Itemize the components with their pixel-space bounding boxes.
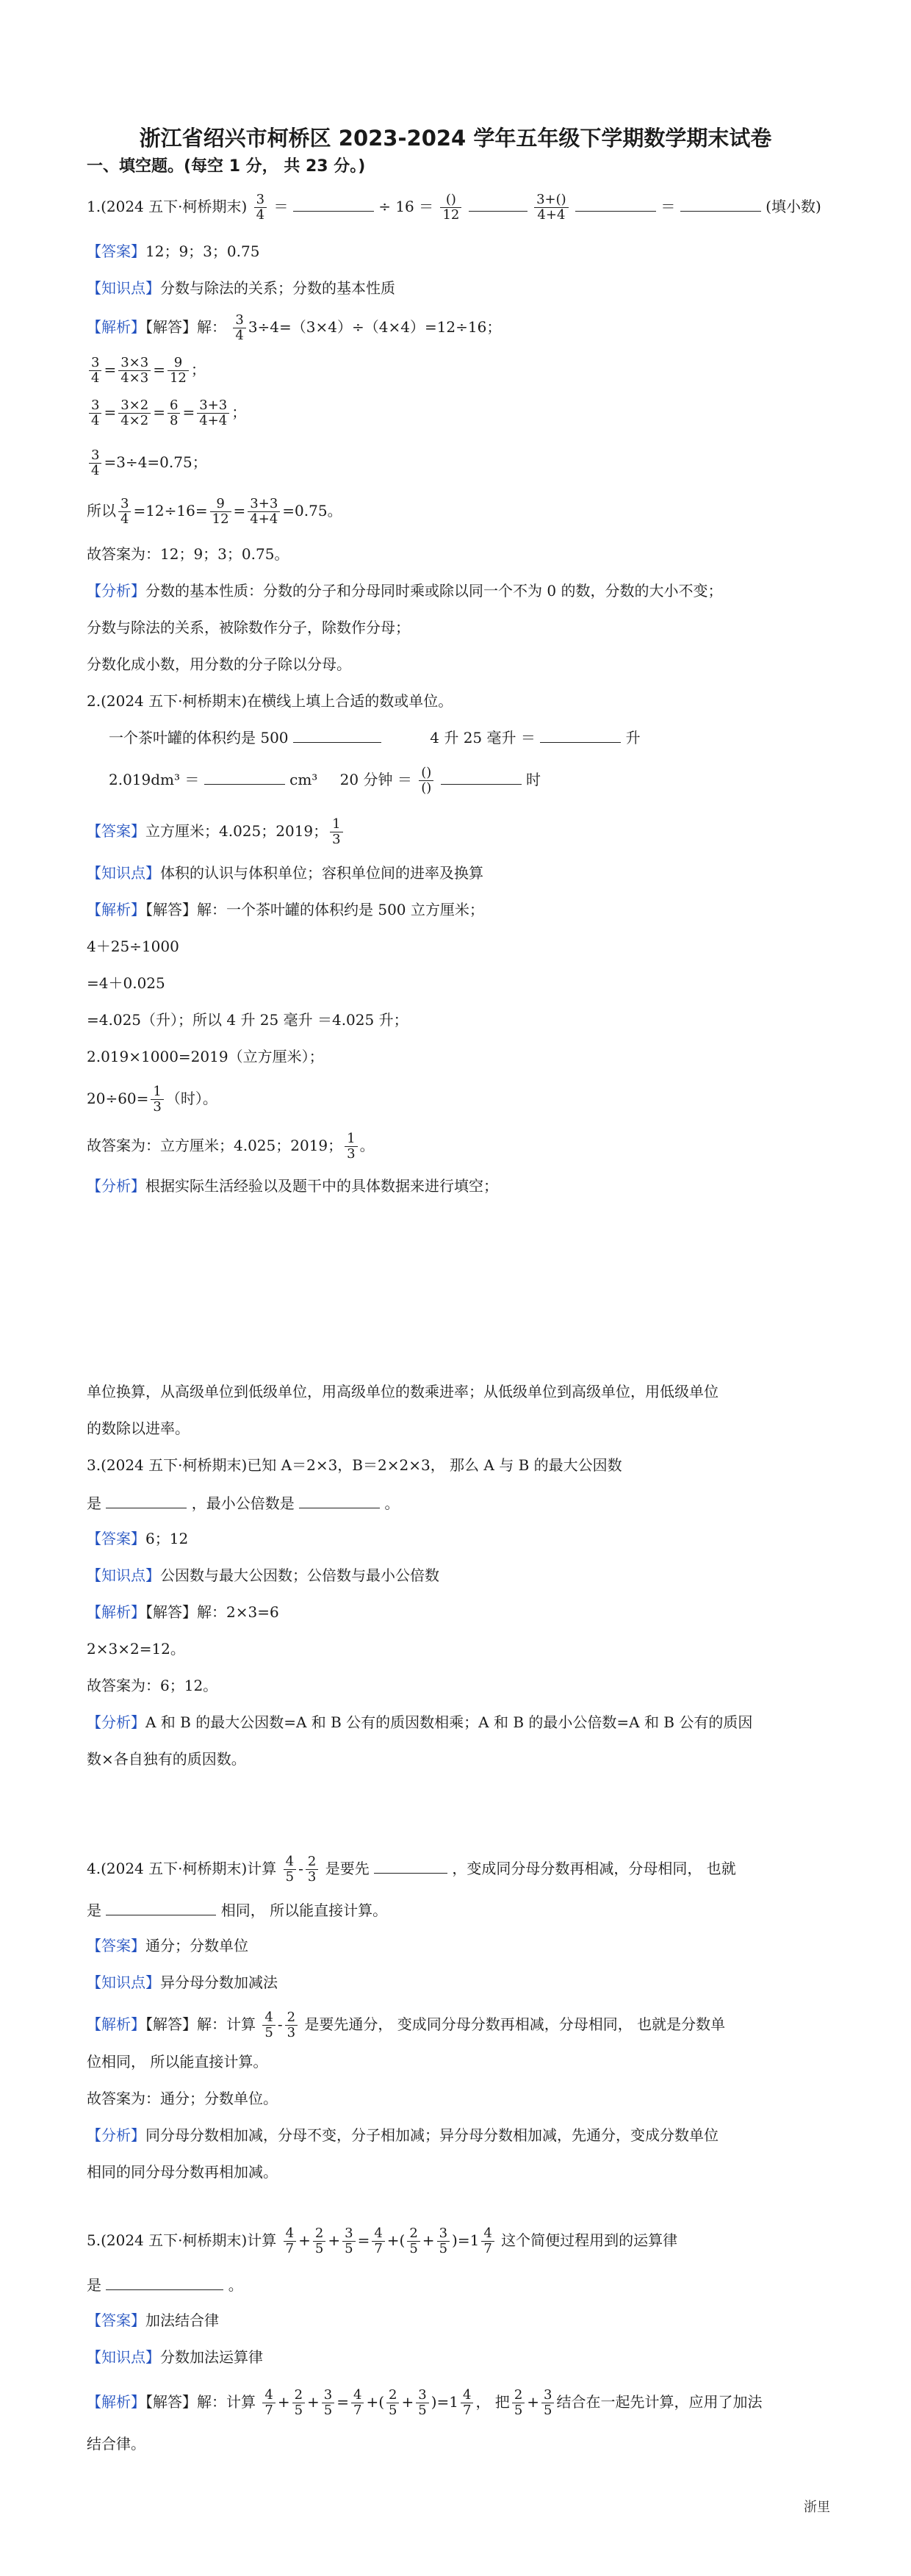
q4-conclusion: 故答案为：通分；分数单位。 — [87, 2090, 278, 2107]
q4-analysis-2: 相同的同分母分数再相加减。 — [87, 2163, 278, 2181]
q2-blanks-row-1: 一个茶叶罐的体积约是 500 4 升 25 毫升 ＝ 升 — [109, 726, 641, 748]
answer-blank[interactable] — [204, 768, 285, 785]
answer-blank[interactable] — [540, 726, 621, 743]
q4-blanks: 是 相同， 所以能直接计算。 — [87, 1899, 387, 1921]
q1-knowledge: 【知识点】分数与除法的关系；分数的基本性质 — [87, 279, 395, 297]
q1-analysis-3: 分数化成小数，用分数的分子除以分母。 — [87, 655, 351, 673]
answer-blank[interactable] — [106, 1899, 216, 1915]
answer-blank[interactable] — [374, 1857, 447, 1874]
q3-blanks: 是 ，最小公倍数是 。 — [87, 1492, 399, 1514]
q2-answer: 【答案】立方厘米；4.025；2019； $\frac{1}{3}$ — [87, 817, 345, 847]
answer-blank[interactable] — [680, 195, 761, 212]
answer-blank[interactable] — [293, 726, 381, 743]
q4-explain: 【解析】【解答】解：计算 $\frac{4}{5}$ - $\frac{2}{3}$ 是要先通分， 变成同分母分数再相减，分母相同， 也就是分数单 — [87, 2010, 726, 2040]
page-title: 浙江省绍兴市柯桥区 2023-2024 学年五年级下学期数学期末试卷 — [139, 126, 772, 151]
q2-step-5: 2.019×1000=2019（立方厘米）； — [87, 1048, 324, 1065]
question-3: 3.(2024 五下·柯桥期末)已知 A＝2×3，B＝2×2×3， 那么 A 与 B 的最大公因数 — [87, 1456, 622, 1474]
q2-blanks-row-2: 2.019dm³ ＝ cm³ 20 分钟 ＝ $\frac{()}{()}$ 时 — [109, 765, 541, 796]
q1-answer: 【答案】12；9；3；0.75 — [87, 242, 260, 260]
q2-knowledge: 【知识点】体积的认识与体积单位；容积单位间的进率及换算 — [87, 864, 483, 882]
q1-source: 1.(2024 五下·柯桥期末) — [87, 198, 248, 215]
fraction-3-4: $\frac{3}{4}$ — [254, 193, 267, 223]
q3-analysis: 【分析】A 和 B 的最大公因数=A 和 B 公有的质因数相乘；A 和 B 的最小公倍数=A 和 B 公有的质因 — [87, 1713, 753, 1731]
q1-conclusion: 故答案为：12；9；3；0.75。 — [87, 545, 289, 563]
q4-answer: 【答案】通分；分数单位 — [87, 1937, 248, 1954]
q4-knowledge: 【知识点】异分母分数加减法 — [87, 1974, 278, 1991]
answer-blank[interactable] — [441, 768, 522, 785]
page-footer: 浙里 — [804, 2500, 830, 2515]
q2-analysis-2: 单位换算，从高级单位到低级单位，用高级单位的数乘进率；从低级单位到高级单位，用低级单位 — [87, 1383, 719, 1400]
q2-analysis-3: 的数除以进率。 — [87, 1420, 190, 1437]
q3-explain: 【解析】【解答】解：2×3=6 — [87, 1603, 279, 1621]
q5-explain: 【解析】【解答】解：计算 $\frac{4}{7}$ + $\frac{2}{5}$ + $\frac{3}{5}$ = $\frac{4}{7}$ +( $\frac{2}{5}$ + $\frac{3}{5}$ )=1 $\frac{4}{7}$ ， 把 $\frac{2}{5}$ + $\frac{3}{5}$ 结合在一起先计算，应用了加法 — [87, 2387, 763, 2418]
q3-step-2: 2×3×2=12。 — [87, 1640, 185, 1658]
q2-conclusion: 故答案为：立方厘米；4.025；2019； $\frac{1}{3}$ 。 — [87, 1131, 375, 1162]
q5-knowledge: 【知识点】分数加法运算律 — [87, 2348, 263, 2366]
q1-step-4: $\frac{3}{4}$ =3÷4=0.75； — [87, 448, 207, 478]
answer-blank[interactable] — [106, 1492, 187, 1508]
answer-blank[interactable] — [299, 1492, 380, 1508]
q1-explain: 【解析】【解答】解： $\frac{3}{4}$ 3÷4=（3×4）÷（4×4）=12÷16； — [87, 312, 502, 343]
question-5: 5.(2024 五下·柯桥期末)计算 $\frac{4}{7}$ + $\frac{2}{5}$ + $\frac{3}{5}$ = $\frac{4}{7}$ +( $\frac{2}{5}$ + $\frac{3}{5}$ )=1 $\frac{4}{7}$ 这个简便过程用到的运算律 — [87, 2226, 678, 2256]
q4-step-2: 位相同， 所以能直接计算。 — [87, 2053, 268, 2070]
answer-blank[interactable] — [575, 195, 656, 212]
q1-step-3: $\frac{3}{4}$ = $\frac{3\times 2}{4\times 2}$ = $\frac{6}{8}$ = $\frac{3+3}{4+4}$ ； — [87, 398, 246, 428]
section-heading: 一、填空题。(每空 1 分， 共 23 分。) — [87, 157, 366, 176]
q5-blanks: 是 。 — [87, 2273, 243, 2295]
q2-step-6: 20÷60= $\frac{1}{3}$ （时）。 — [87, 1084, 217, 1115]
q1-step-5: 所以 $\frac{3}{4}$ =12÷16= $\frac{9}{12}$ = $\frac{3+3}{4+4}$ =0.75。 — [87, 496, 342, 527]
q2-analysis: 【分析】根据实际生活经验以及题干中的具体数据来进行填空； — [87, 1177, 498, 1195]
q1-analysis-2: 分数与除法的关系，被除数作分子，除数作分母； — [87, 619, 410, 636]
q3-knowledge: 【知识点】公因数与最大公因数；公倍数与最小公倍数 — [87, 1566, 439, 1584]
q3-analysis-2: 数×各自独有的质因数。 — [87, 1750, 246, 1768]
question-4: 4.(2024 五下·柯桥期末)计算 $\frac{4}{5}$ - $\frac{2}{3}$ 是要先 ，变成同分母分数再相减，分母相同， 也就 — [87, 1854, 736, 1885]
q2-step-3: =4＋0.025 — [87, 974, 165, 992]
q2-explain: 【解析】【解答】解：一个茶叶罐的体积约是 500 立方厘米； — [87, 901, 484, 918]
answer-blank[interactable] — [469, 195, 527, 212]
fraction-sum: $\frac{3+()}{4+4}$ — [534, 193, 569, 223]
q2-step-2: 4＋25÷1000 — [87, 938, 179, 955]
q5-answer: 【答案】加法结合律 — [87, 2311, 219, 2329]
q3-answer: 【答案】6；12 — [87, 1530, 189, 1547]
answer-blank[interactable] — [293, 195, 374, 212]
q4-analysis: 【分析】同分母分数相加减，分母不变，分子相加减；异分母分数相加减，先通分，变成分数单位 — [87, 2126, 719, 2144]
question-1: 1.(2024 五下·柯桥期末) $\frac{3}{4}$ ＝ ÷ 16 ＝ $\frac{()}{12}$ $\frac{3+()}{4+4}$ ＝ (填小数) — [87, 192, 821, 223]
fraction-blank: $\frac{()}{12}$ — [440, 193, 461, 223]
q1-step-2: $\frac{3}{4}$ = $\frac{3\times 3}{4\times 3}$ = $\frac{9}{12}$ ； — [87, 356, 206, 386]
question-2: 2.(2024 五下·柯桥期末)在横线上填上合适的数或单位。 — [87, 692, 453, 710]
answer-blank[interactable] — [106, 2273, 223, 2290]
q2-step-4: =4.025（升）；所以 4 升 25 毫升 ＝4.025 升； — [87, 1011, 408, 1029]
q5-step-2: 结合律。 — [87, 2435, 145, 2453]
q1-analysis: 【分析】分数的基本性质：分数的分子和分母同时乘或除以同一个不为 0 的数，分数的大小不变； — [87, 582, 723, 600]
q3-conclusion: 故答案为：6；12。 — [87, 1677, 218, 1694]
